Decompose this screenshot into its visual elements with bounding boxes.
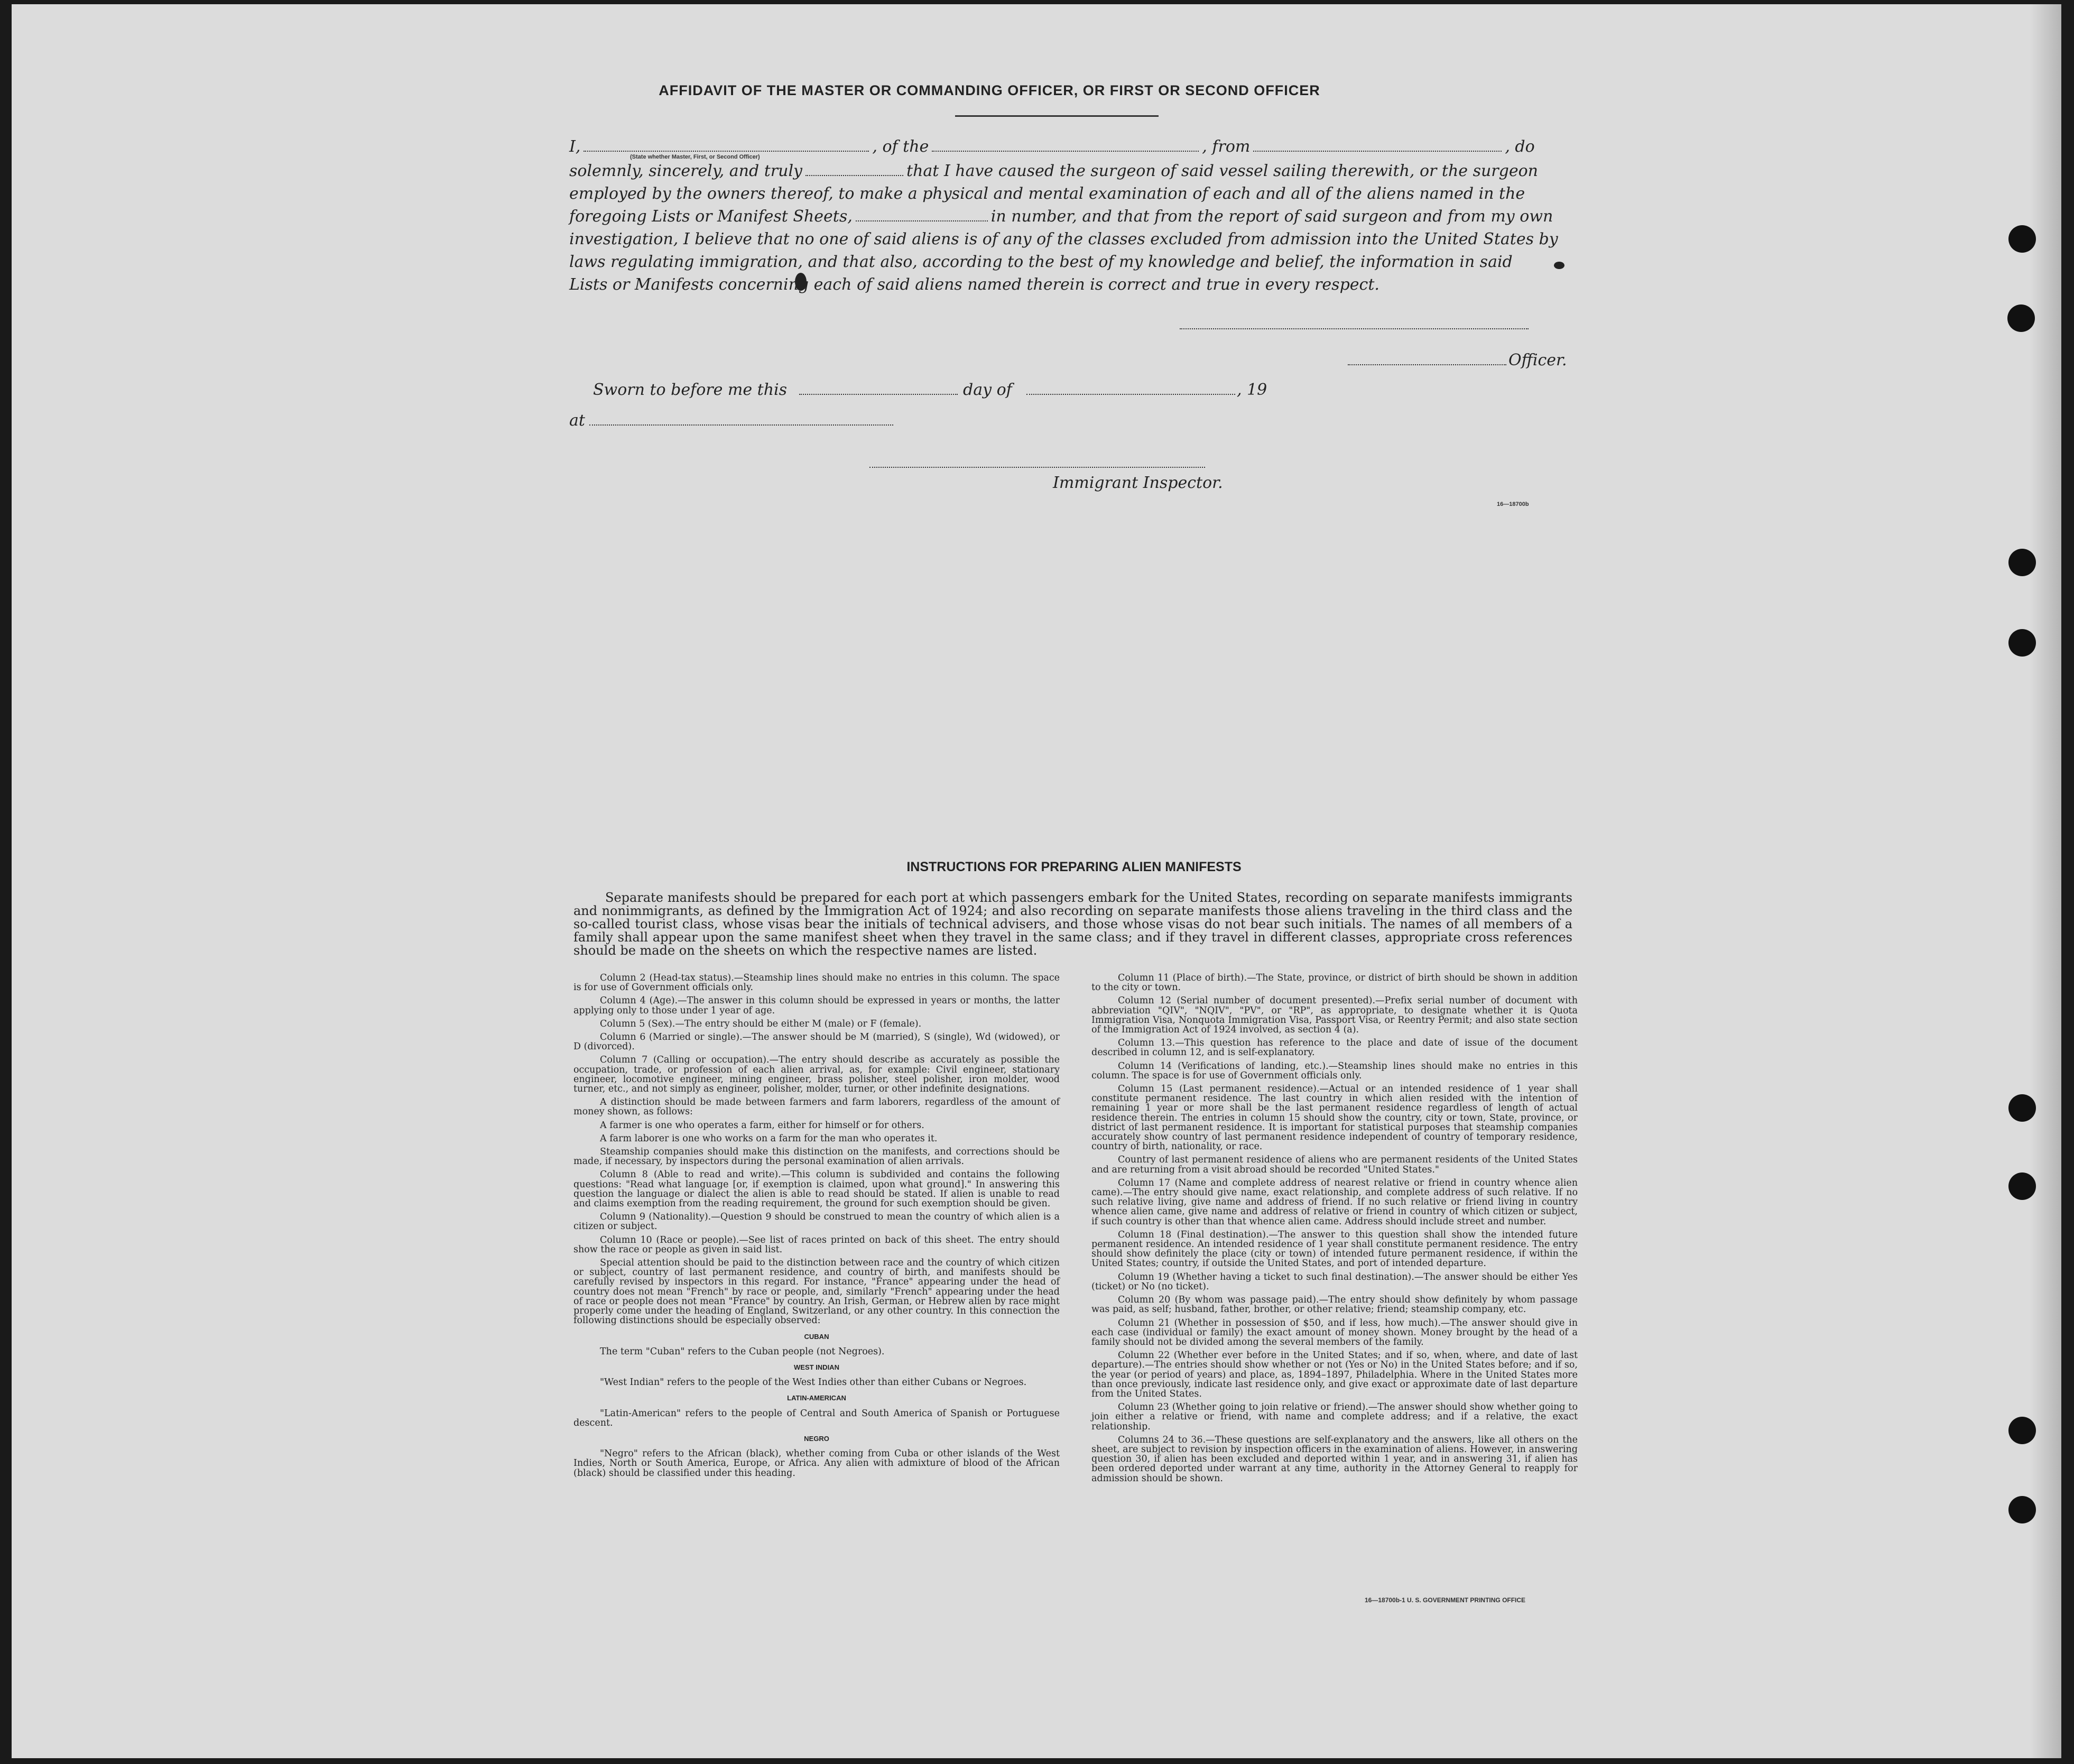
sworn-day-line <box>799 393 958 395</box>
inspector-signature-line <box>869 466 1205 468</box>
instruction-paragraph: Column 12 (Serial number of document presented).—Prefix serial number of document with abbreviation "QIV", "NQIV", "PV", or "RP", as appropriate, to designate whether it is Quota Immigration Visa, Nonquota Immigration Visa, Passport Visa, or Reentry Permit; and also state section of the Immigration Act of 1924 involved, as section 4 (a). <box>1091 995 1578 1036</box>
punch-hole <box>2008 549 2036 576</box>
sworn-month-line <box>1026 393 1235 395</box>
instruction-paragraph: Column 23 (Whether going to join relative or friend).—The answer should show whether going to join either a relative or friend, with name and complete address; and if a relative, the exact relationship. <box>1091 1402 1578 1432</box>
officer-label: Officer. <box>1508 351 1567 370</box>
instruction-paragraph: Column 22 (Whether ever before in the United States; and if so, when, where, and date of last departure).—The entries should show whether or not (Yes or No) in the United States before; and if so, the year (or period of years) and place, as, 1894–1897, Philadelphia. Where in the United States more than once previously, indicate last residence only, and give exact or approximate date of last departure from the United States. <box>1091 1350 1578 1399</box>
affidavit-text: solemnly, sincerely, and truly <box>569 162 803 180</box>
instructions-right-column <box>1091 973 1578 1487</box>
year-text: , 19 <box>1237 381 1267 399</box>
intro-paragraph: Separate manifests should be prepared for each port at which passengers embark for the United States, recording on separate manifests immigrants and nonimmigrants, as defined by the Immigration Act of 1924; and also recording on separate manifests those aliens traveling in the third class and the so-called tourist class, whose visas bear the initials of technical advisers, and those whose visas do not bear such initials. The names of all members of a family shall appear upon the same manifest sheet when they travel in the same class; and if they travel in different classes, appropriate cross references should be made on the sheets on which the respective names are listed. <box>573 890 1572 958</box>
instruction-paragraph: Column 5 (Sex).—The entry should be either M (male) or F (female). <box>600 1018 922 1029</box>
instruction-paragraph: Column 17 (Name and complete address of nearest relative or friend in country whence alien came).—The entry should give name, exact relationship, and complete address of such relative. If no such relative living, give name and address of friend. If no such relative or friend living in country whence alien came, give name and address of relative or friend in country of which citizen or subject, if such country is other than that whence alien came. Address should include street and number. <box>1091 1177 1578 1227</box>
west-indian-text: "West Indian" refers to the people of the West Indies other than either Cubans or Negroes. <box>600 1377 1027 1388</box>
instructions-intro <box>573 891 1572 957</box>
day-of-text: day of <box>963 381 1012 399</box>
instruction-paragraph: Column 18 (Final destination).—The answer to this question shall show the intended future permanent residence. An intended residence of 1 year shall constitute permanent residence. The entry should show definitely the place (city or town) of intended future permanent residence, if within the United States; country, if outside the United States, and port of intended departure. <box>1091 1229 1578 1269</box>
at-text: at <box>569 411 585 430</box>
instruction-paragraph: Column 2 (Head-tax status).—Steamship lines should make no entries in this column. The space is for use of Government officials only. <box>573 973 1060 993</box>
instruction-paragraph: A farm laborer is one who works on a farm for the man who operates it. <box>600 1133 938 1144</box>
punch-hole <box>2007 304 2035 332</box>
latin-american-heading: LATIN-AMERICAN <box>787 1394 846 1402</box>
officer-note: (State whether Master, First, or Second Officer) <box>630 154 760 160</box>
affidavit-line-1 <box>569 137 1573 156</box>
form-number: 16—18700b <box>1497 501 1529 507</box>
instructions-left-column <box>573 973 1060 1482</box>
vessel-blank <box>932 150 1199 152</box>
declare-blank <box>805 174 903 176</box>
affidavit-line-2 <box>569 162 1573 180</box>
instruction-paragraph: A distinction should be made between farmers and farm laborers, regardless of the amount of money shown, as follows: <box>573 1097 1060 1117</box>
punch-hole <box>2008 1172 2036 1200</box>
affidavit-text: in number, and that from the report of said surgeon and from my own <box>990 207 1553 226</box>
affidavit-text: I, <box>569 137 581 156</box>
cuban-text: The term "Cuban" refers to the Cuban people (not Negroes). <box>600 1346 885 1357</box>
punch-hole <box>2008 629 2036 657</box>
instruction-paragraph: Column 14 (Verifications of landing, etc.).—Steamship lines should make no entries in this column. The space is for use of Government officials only. <box>1091 1060 1578 1081</box>
instruction-paragraph: Column 13.—This question has reference to the place and date of issue of the document described in column 12, and is self-explanatory. <box>1091 1038 1578 1058</box>
affidavit-line-7: Lists or Manifests concerning each of said aliens named therein is correct and true in every respect. <box>569 275 1379 294</box>
inspector-label: Immigrant Inspector. <box>1053 474 1223 492</box>
punch-hole <box>2008 225 2036 253</box>
instruction-paragraph: Column 20 (By whom was passage paid).—The entry should show definitely by whom passage was paid, as self; husband, father, brother, or other relative; friend; steamship company, etc. <box>1091 1295 1578 1315</box>
sworn-text: Sworn to before me this <box>593 381 788 399</box>
at-line <box>589 424 893 426</box>
instruction-paragraph: Column 4 (Age).—The answer in this column should be expressed in years or months, the latter applying only to those under 1 year of age. <box>573 995 1060 1016</box>
affidavit-text: , do <box>1505 137 1535 156</box>
affidavit-text: , from <box>1202 137 1251 156</box>
instruction-paragraph: Special attention should be paid to the distinction between race and the country of which citizen or subject, country of last permanent residence, and country of birth, and manifests should be carefully revised by inspectors in this regard. For instance, "France" appearing under the head of country does not mean "French" by race or people, and, similarly "French" appearing under the head of race or people does not mean "France" by country. An Irish, German, or Hebrew alien by race might properly come under the heading of England, Switzerland, or any other country. In this connection the following distinctions should be especially observed: <box>573 1258 1060 1326</box>
instruction-paragraph: Column 11 (Place of birth).—The State, province, or district of birth should be shown in addition to the city or town. <box>1091 973 1578 993</box>
instruction-paragraph: Country of last permanent residence of aliens who are permanent residents of the United States and are returning from a visit abroad should be recorded "United States." <box>1091 1155 1578 1175</box>
port-blank <box>1253 150 1502 152</box>
instruction-paragraph: Column 10 (Race or people).—See list of races printed on back of this sheet. The entry should show the race or people as given in said list. <box>573 1234 1060 1255</box>
instruction-paragraph: Column 19 (Whether having a ticket to such final destination).—The answer should be either Yes (ticket) or No (no ticket). <box>1091 1271 1578 1292</box>
instruction-paragraph: Steamship companies should make this distinction on the manifests, and corrections should be made, if necessary, by inspectors during the personal examination of alien arrivals. <box>573 1147 1060 1167</box>
sheets-count-blank <box>856 220 988 221</box>
affidavit-text: foregoing Lists or Manifest Sheets, <box>569 207 853 226</box>
west-indian-heading: WEST INDIAN <box>794 1363 839 1371</box>
negro-heading: NEGRO <box>804 1434 829 1443</box>
punch-hole <box>2008 1496 2036 1523</box>
affidavit-text: that I have caused the surgeon of said vessel sailing therewith, or the surgeon <box>906 162 1538 180</box>
affidavit-title: AFFIDAVIT OF THE MASTER OR COMMANDING OFFICER, OR FIRST OR SECOND OFFICER <box>659 82 1320 98</box>
signature-line <box>1180 328 1529 329</box>
name-blank <box>584 150 869 152</box>
latin-american-text: "Latin-American" refers to the people of Central and South America of Spanish or Portuguese descent. <box>573 1408 1060 1428</box>
instruction-paragraph: Column 6 (Married or single).—The answer should be M (married), S (single), Wd (widowed), or D (divorced). <box>573 1032 1060 1052</box>
instruction-paragraph: A farmer is one who operates a farm, either for himself or for others. <box>600 1120 924 1131</box>
page-edge-shadow <box>2030 4 2061 1758</box>
affidavit-line-3: employed by the owners thereof, to make a physical and mental examination of each and all of the aliens named in the <box>569 184 1525 203</box>
instruction-paragraph: Column 9 (Nationality).—Question 9 should be construed to mean the country of which alien is a citizen or subject. <box>573 1212 1060 1232</box>
printing-office-footer: 16—18700b-1 U. S. GOVERNMENT PRINTING OFFICE <box>1365 1596 1526 1604</box>
punch-hole <box>2008 1094 2036 1122</box>
instruction-paragraph: Columns 24 to 36.—These questions are self-explanatory and the answers, like all others on the sheet, are subject to revision by inspection officers in the examination of aliens. However, in answering question 30, if alien has been excluded and deported within 1 year, and in answering 31, if alien has been ordered deported under warrant at any time, authority in the Attorney General to reapply for admission should be shown. <box>1091 1434 1578 1484</box>
instruction-paragraph: Column 7 (Calling or occupation).—The entry should describe as accurately as possible the occupation, trade, or profession of each alien arrival, as, for example: Civil engineer, stationary engineer, locomotive engineer, mining engineer, brass polisher, steel polisher, iron molder, wood turner, etc., and not simply as engineer, polisher, molder, turner, or other indefinite designations. <box>573 1055 1060 1095</box>
document-sheet <box>12 4 2061 1758</box>
instruction-paragraph: Column 21 (Whether in possession of $50, and if less, how much).—The answer should give in each case (individual or family) the exact amount of money shown. Money brought by the head of a family should not be divided among the several members of the family. <box>1091 1317 1578 1347</box>
affidavit-line-5: investigation, I believe that no one of said aliens is of any of the classes excluded from admission into the United States by <box>569 230 1558 248</box>
officer-line <box>1348 364 1506 365</box>
cuban-heading: CUBAN <box>804 1332 829 1341</box>
instruction-paragraph: Column 8 (Able to read and write).—This column is subdivided and contains the following questions: "Read what language [or, if exemption is claimed, upon what ground]." In answering this question the language or dialect the alien is able to read should be stated. If alien is unable to read and claims exemption from the reading requirement, the ground for such exemption should be given. <box>573 1169 1060 1209</box>
affidavit-text: , of the <box>872 137 929 156</box>
instructions-title: INSTRUCTIONS FOR PREPARING ALIEN MANIFESTS <box>906 860 1242 874</box>
instruction-paragraph: Column 15 (Last permanent residence).—Actual or an intended residence of 1 year shall constitute permanent residence. The last country in which alien resided with the intention of remaining 1 year or more shall be the last permanent residence regardless of length of actual residence therein. The entries in column 15 should show the country, city or town, State, province, or district of last permanent residence. It is important for statistical purposes that steamship companies accurately show country of last permanent residence independent of country of temporary residence, country of birth, nationality, or race. <box>1091 1084 1578 1152</box>
affidavit-line-4 <box>569 207 1573 226</box>
punch-hole <box>2008 1417 2036 1444</box>
negro-text: "Negro" refers to the African (black), whether coming from Cuba or other islands of the West Indies, North or South America, Europe, or Africa. Any alien with admixture of blood of the African (black) should be classified under this heading. <box>573 1448 1060 1479</box>
title-rule <box>955 115 1159 117</box>
affidavit-line-6: laws regulating immigration, and that also, according to the best of my knowledge and belief, the information in said <box>569 253 1513 271</box>
